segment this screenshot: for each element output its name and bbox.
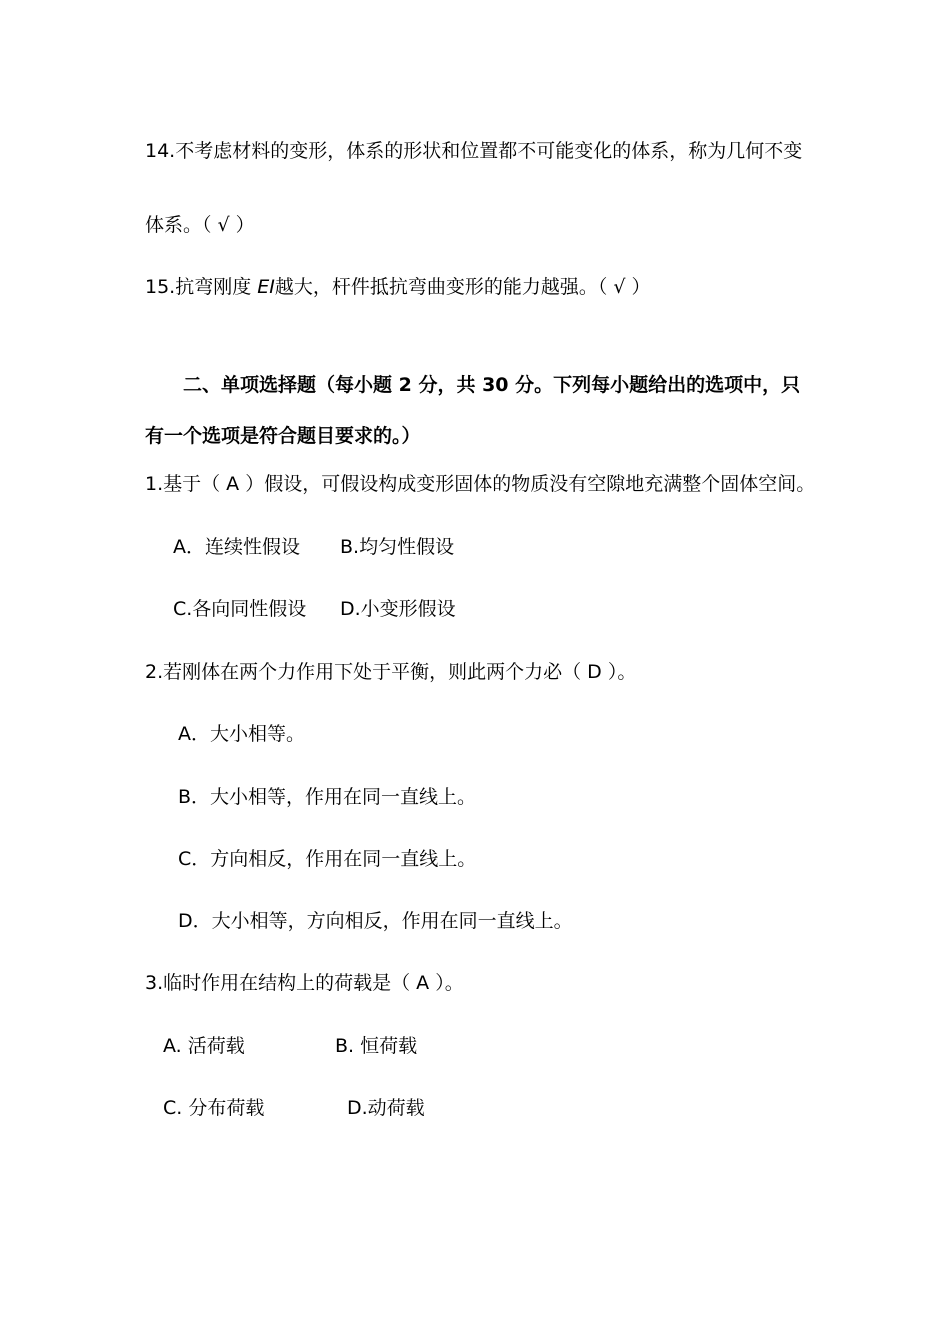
mc-q3-option-c: C. 分布荷载 — [163, 1097, 265, 1119]
tf-q15-prefix: 15.抗弯刚度 — [145, 276, 258, 298]
tf-q14-line2: 体系。（ √ ） — [145, 214, 255, 236]
tf-q15-symbol: EI — [257, 276, 275, 298]
mc-q1-option-a: A．连续性假设 — [173, 536, 300, 558]
mc-q1-option-c: C.各向同性假设 — [173, 598, 307, 620]
mc-q1-option-b: B.均匀性假设 — [340, 536, 455, 558]
section-heading-line2: 有一个选项是符合题目要求的。） — [145, 425, 421, 447]
mc-q1-stem: 1.基于（ A ）假设，可假设构成变形固体的物质没有空隙地充满整个固体空间。 — [145, 473, 816, 495]
mc-q3-option-b: B. 恒荷载 — [335, 1035, 418, 1057]
mc-q3-option-a: A. 活荷载 — [163, 1035, 245, 1057]
section-heading-line1: 二、单项选择题（每小题 2 分，共 30 分。下列每小题给出的选项中，只 — [183, 374, 801, 396]
tf-q15 — [145, 275, 651, 299]
mc-q3-option-d: D.动荷载 — [347, 1097, 425, 1119]
mc-q2-stem: 2.若刚体在两个力作用下处于平衡，则此两个力必（ D ）。 — [145, 661, 637, 683]
mc-q3-stem: 3.临时作用在结构上的荷载是（ A ）。 — [145, 972, 464, 994]
mc-q1-option-d: D.小变形假设 — [340, 598, 456, 620]
tf-q15-suffix: 越大，杆件抵抗弯曲变形的能力越强。（ √ ） — [274, 276, 651, 298]
mc-q2-option-a: A．大小相等。 — [178, 723, 305, 745]
mc-q2-option-d: D．大小相等，方向相反，作用在同一直线上。 — [178, 910, 573, 932]
tf-q14-line1: 14.不考虑材料的变形，体系的形状和位置都不可能变化的体系，称为几何不变 — [145, 140, 803, 162]
mc-q2-option-c: C．方向相反，作用在同一直线上。 — [178, 848, 477, 870]
mc-q2-option-b: B．大小相等，作用在同一直线上。 — [178, 786, 477, 808]
